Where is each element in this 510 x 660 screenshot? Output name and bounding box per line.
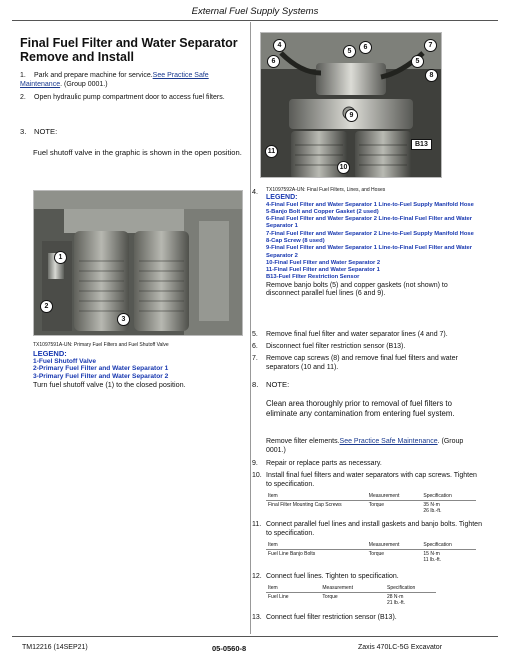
figure1-legend-item: 1-Fuel Shutoff Valve [33,357,97,365]
column-divider [250,22,251,634]
note-right: Clean area thoroughly prior to removal of fuel filters to eliminate any contamination from entering fuel system. [266,399,455,419]
callout-3: 3 [117,313,130,326]
step-6: 6. Disconnect fuel filter restriction sensor (B13). [252,343,406,350]
callout-6: 6 [359,41,372,54]
practice-safe-maintenance-link-2[interactable]: See Practice Safe Maintenance [339,438,438,445]
figure2-legend-item: 4-Final Fuel Filter and Water Separator 1 Line-to-Fuel Supply Manifold Hose [266,201,474,208]
spec-table-banjo-bolts: Item Measurement Specification Fuel Line Banjo Bolts Torque 15 N·m 11 lb.-ft. [266,541,476,564]
step-2: 2. Open hydraulic pump compartment door to access fuel filters. [20,94,225,101]
callout-5-second: 5 [411,55,424,68]
note-left: Fuel shutoff valve in the graphic is shown in the open position. [33,148,242,157]
step-3-note-label: 3. NOTE: [20,127,58,136]
step-13: 13. Connect fuel filter restriction sensor (B13). [252,614,397,621]
label-b13: B13 [411,139,432,150]
footer-rule [12,636,498,637]
left-column [20,36,246,64]
step-7: 7. Remove cap screws (8) and remove final fuel filters and water separators (10 and 11). [252,355,458,371]
callout-8: 8 [425,69,438,82]
figure2-legend-title: LEGEND: [266,193,298,201]
footer-model: Zaxis 470LC-5G Excavator [358,644,443,651]
figure2-legend-item: 10-Final Fuel Filter and Water Separator 2 [266,259,381,266]
step-12: 12. Connect fuel lines. Tighten to specification. Item Measurement Specification Fuel Line Torque 28 N·m 21 lb.-ft. [252,573,482,607]
figure2-legend-item: 8-Cap Screw (8 used) [266,237,325,244]
practice-safe-maintenance-link[interactable]: See Practice Safe Maintenance [20,72,209,88]
step-10: 10. Install final fuel filters and water separators with cap screws. Tighten to specification. Item Measurement Specification Final Filter Mounting Cap Screws Torque 35 N·m 26 lb.-ft. [252,472,477,514]
callout-10: 10 [337,161,350,174]
final-fuel-filters-photo [260,32,442,178]
step-4: 4. TX1097592A-UN: Final Fuel Filters, Lines, and Hoses LEGEND: 4-Final Fuel Filter and Water Separator 1 Line-to-Fuel Supply Manifold Hose 5-Banjo Bolt and Copper Gasket (2 used) 6-Final Fuel Filter and Water Separator 2 Line-to-Final Fuel Filter and Water Separator 1 7-Final Fuel Filter and Water Separator 2 Line-to-Fuel Supply Manifold Hose 8-Cap Screw (8 used) 9-Final Fuel Filter and Water Separator 1 Line-to-Final Fuel Filter and Water Separator 2 10-Final Fuel Filter and Water Separator 2 11-Final Fuel Filter and Water Separator 1 B13-Fuel Filter Restriction Sensor Remove banjo bolts (5) and copper gaskets (not shown) to disconnect parallel fuel lines (6 and 9). [252,187,482,299]
callout-7: 7 [424,39,437,52]
running-header: External Fuel Supply Systems [191,6,319,17]
footer-doc-id: TM12216 (14SEP21) [22,644,88,651]
step-8-note-label: 8. NOTE: [252,380,290,389]
step-9: 9. Repair or replace parts as necessary. [252,460,382,467]
callout-4: 4 [273,39,286,52]
header-rule [12,20,498,21]
callout-9: 9 [345,109,358,122]
figure1-legend-title: LEGEND: [33,348,67,358]
figure2-caption: TX1097592A-UN: Final Fuel Filters, Lines, and Hoses [266,187,386,193]
figure1-legend-item: 2-Primary Fuel Filter and Water Separator 1 [33,365,169,373]
figure1-legend-item: 3-Primary Fuel Filter and Water Separator 2 [33,372,169,380]
step-5: 5. Remove final fuel filter and water separator lines (4 and 7). [252,331,448,338]
callout-11: 11 [265,145,278,158]
callout-5: 5 [343,45,356,58]
remove-filter-elements: Remove filter elements.See Practice Safe Maintenance. (Group 0001.) [266,438,464,454]
figure2-legend-item: 7-Final Fuel Filter and Water Separator 2 Line-to-Fuel Supply Manifold Hose [266,230,474,237]
primary-fuel-filters-photo [33,190,243,336]
footer-page-number: 05-0560-8 [212,644,247,653]
figure1-caption-block [33,342,248,389]
turn-shutoff-valve-step: Turn fuel shutoff valve (1) to the closed position. [33,380,186,390]
step-4-text: Remove banjo bolts (5) and copper gaskets (not shown) to disconnect parallel fuel lines (6 and 9). [266,281,448,298]
step-11: 11. Connect parallel fuel lines and install gaskets and banjo bolts. Tighten to specification. Item Measurement Specification Fuel Line Banjo Bolts Torque 15 N·m 11 lb.-ft. [252,521,482,563]
spec-table-fuel-line: Item Measurement Specification Fuel Line Torque 28 N·m 21 lb.-ft. [266,584,436,607]
callout-6-second: 6 [267,55,280,68]
figure2-legend-item: 6-Final Fuel Filter and Water Separator 2 Line-to-Final Fuel Filter and Water Separator 1 [266,216,473,230]
figure1-caption: TX1097591A-UN: Primary Fuel Filters and Fuel Shutoff Valve [33,342,169,348]
figure2-legend-item: 11-Final Fuel Filter and Water Separator 1 [266,267,380,274]
spec-table-cap-screws: Item Measurement Specification Final Filter Mounting Cap Screws Torque 35 N·m 26 lb.-ft. [266,492,476,515]
figure2-legend-item: B13-Fuel Filter Restriction Sensor [266,274,360,281]
figure2-legend-item: 9-Final Fuel Filter and Water Separator 1 Line-to-Final Fuel Filter and Water Separator 2 [266,245,473,259]
callout-2: 2 [40,300,53,313]
section-title: Final Fuel Filter and Water Separator Remove and Install [20,36,238,64]
step-1: 1. Park and prepare machine for service.See Practice Safe Maintenance. (Group 0001.) [20,72,209,88]
figure2-legend-item: 5-Banjo Bolt and Copper Gasket (2 used) [266,208,379,215]
callout-1: 1 [54,251,67,264]
